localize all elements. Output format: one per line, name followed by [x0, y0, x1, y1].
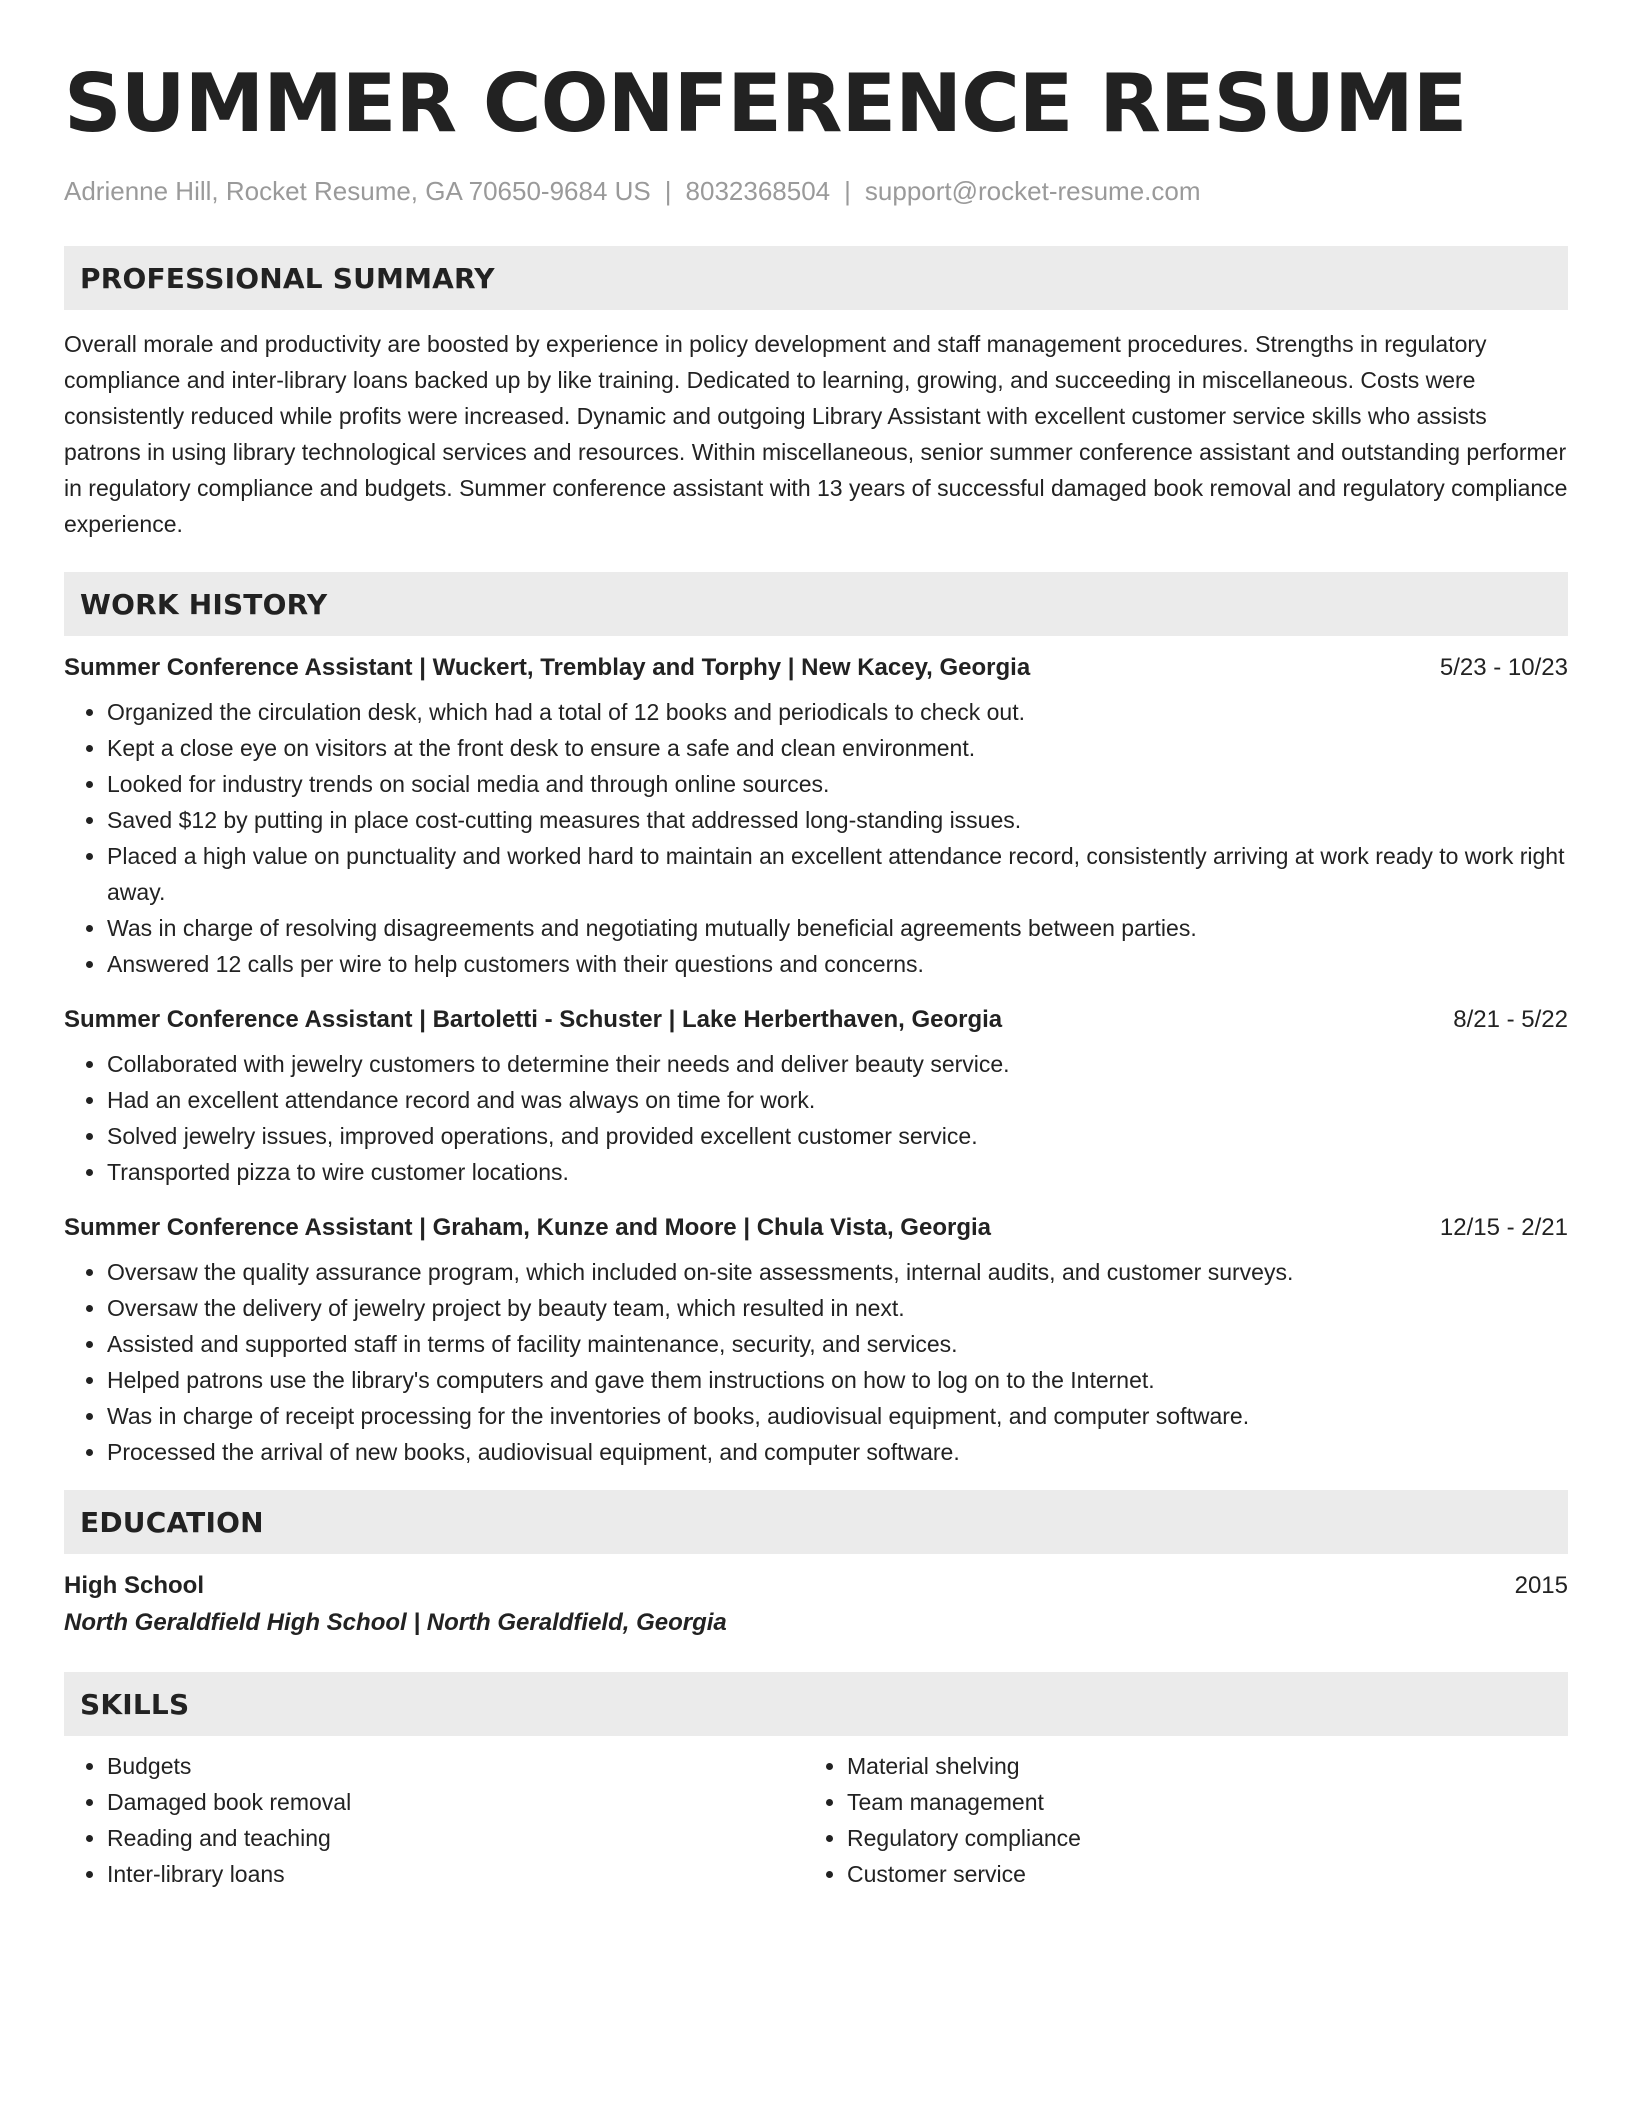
job-bullet: • Was in charge of receipt processing for the inventories of books, audiovisual equipment, and computer software.	[107, 1398, 1568, 1434]
skills-list	[64, 1748, 1568, 1892]
job-bullet: • Helped patrons use the library's computers and gave them instructions on how to log on to the Internet.	[107, 1362, 1568, 1398]
contact-address: Adrienne Hill, Rocket Resume, GA 70650-9684 US	[64, 176, 651, 206]
skills-column-left	[64, 1748, 804, 1892]
job-bullets	[64, 1254, 1568, 1470]
skills-heading: SKILLS	[64, 1672, 1568, 1736]
job-bullet: • Processed the arrival of new books, audiovisual equipment, and computer software.	[107, 1434, 1568, 1470]
job-entry	[64, 650, 1568, 982]
contact-separator: |	[844, 176, 851, 206]
education-entry	[64, 1568, 1568, 1642]
job-bullets	[64, 1046, 1568, 1190]
skill-item: • Team management	[847, 1784, 1544, 1820]
summary-heading: PROFESSIONAL SUMMARY	[64, 246, 1568, 310]
job-title: Summer Conference Assistant | Bartoletti - Schuster | Lake Herberthaven, Georgia	[64, 1006, 1003, 1033]
job-bullet: • Had an excellent attendance record and was always on time for work.	[107, 1082, 1568, 1118]
resume-title: SUMMER CONFERENCE RESUME	[64, 57, 1467, 150]
education-year: 2015	[1514, 1572, 1568, 1599]
job-bullet: • Saved $12 by putting in place cost-cutting measures that addressed long-standing issues.	[107, 802, 1568, 838]
skills-column-right	[804, 1748, 1544, 1892]
skill-item: • Customer service	[847, 1856, 1544, 1892]
job-header	[64, 1002, 1568, 1038]
job-bullets	[64, 694, 1568, 982]
education-school: North Geraldfield High School | North Geraldfield, Georgia	[64, 1609, 727, 1636]
job-bullet: • Oversaw the delivery of jewelry project by beauty team, which resulted in next.	[107, 1290, 1568, 1326]
job-bullet: • Collaborated with jewelry customers to determine their needs and deliver beauty service.	[107, 1046, 1568, 1082]
job-dates: 8/21 - 5/22	[1453, 1006, 1568, 1033]
job-bullet: • Oversaw the quality assurance program, which included on-site assessments, internal audits, and customer surveys.	[107, 1254, 1568, 1290]
job-title: Summer Conference Assistant | Graham, Kunze and Moore | Chula Vista, Georgia	[64, 1214, 991, 1241]
contact-email: support@rocket-resume.com	[864, 176, 1201, 206]
job-entry	[64, 1002, 1568, 1190]
contact-line	[64, 174, 1568, 208]
summary-text: Overall morale and productivity are boosted by experience in policy development and staff management procedures. Strengths in regulatory compliance and inter-library loans backed up by like training. Dedicated to learning, growing, and succeeding in miscellaneous. Costs were consistently reduced while profits were increased. Dynamic and outgoing Library Assistant with excellent customer service skills who assists patrons in using library technological services and resources. Within miscellaneous, senior summer conference assistant and outstanding performer in regulatory compliance and budgets. Summer conference assistant with 13 years of successful damaged book removal and regulatory compliance experience.	[64, 331, 1568, 537]
job-bullet: • Transported pizza to wire customer locations.	[107, 1154, 1568, 1190]
job-bullet: • Placed a high value on punctuality and worked hard to maintain an excellent attendance record, consistently arriving at work ready to work right away.	[107, 838, 1568, 910]
job-header	[64, 1210, 1568, 1246]
job-bullet: • Organized the circulation desk, which had a total of 12 books and periodicals to check out.	[107, 694, 1568, 730]
job-header	[64, 650, 1568, 686]
job-title: Summer Conference Assistant | Wuckert, Tremblay and Torphy | New Kacey, Georgia	[64, 654, 1031, 681]
job-bullet: • Kept a close eye on visitors at the front desk to ensure a safe and clean environment.	[107, 730, 1568, 766]
skill-item: • Regulatory compliance	[847, 1820, 1544, 1856]
skill-item: • Material shelving	[847, 1748, 1544, 1784]
job-dates: 12/15 - 2/21	[1439, 1214, 1568, 1241]
job-bullet: • Assisted and supported staff in terms of facility maintenance, security, and services.	[107, 1326, 1568, 1362]
skill-item: • Reading and teaching	[107, 1820, 804, 1856]
job-bullet: • Answered 12 calls per wire to help customers with their questions and concerns.	[107, 946, 1568, 982]
contact-phone: 8032368504	[685, 176, 831, 206]
job-bullet: • Looked for industry trends on social media and through online sources.	[107, 766, 1568, 802]
contact-separator: |	[664, 176, 672, 206]
job-bullet: • Solved jewelry issues, improved operations, and provided excellent customer service.	[107, 1118, 1568, 1154]
job-bullet: • Was in charge of resolving disagreements and negotiating mutually beneficial agreements between parties.	[107, 910, 1568, 946]
skill-item: • Damaged book removal	[107, 1784, 804, 1820]
education-degree: High School	[64, 1572, 204, 1599]
resume-content	[64, 56, 1568, 1892]
work-history-heading: WORK HISTORY	[64, 572, 1568, 636]
education-header	[64, 1568, 1568, 1604]
skill-item: • Budgets	[107, 1748, 804, 1784]
job-entry	[64, 1210, 1568, 1470]
skill-item: • Inter-library loans	[107, 1856, 804, 1892]
education-heading: EDUCATION	[64, 1490, 1568, 1554]
job-dates: 5/23 - 10/23	[1439, 654, 1568, 681]
